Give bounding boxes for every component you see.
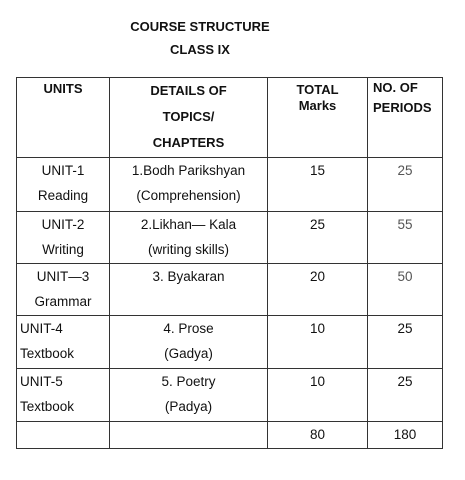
table-row (17, 264, 443, 316)
marks-cell: 10 (268, 369, 368, 422)
unit-cell: UNIT-4 Textbook (17, 316, 110, 369)
total-marks-cell: 80 (268, 422, 368, 449)
periods-cell: 25 (368, 316, 443, 369)
table-row (17, 212, 443, 264)
unit-cell: UNIT—3 Grammar (17, 264, 110, 316)
periods-cell: 55 (368, 212, 443, 264)
totals-empty-unit (17, 422, 110, 449)
unit-cell: UNIT-1 Reading (17, 158, 110, 212)
header-units: UNITS (17, 78, 110, 158)
topic-cell: 2.Likhan— Kala (writing skills) (110, 212, 268, 264)
table-row (17, 369, 443, 422)
unit-cell: UNIT-5 Textbook (17, 369, 110, 422)
marks-cell: 25 (268, 212, 368, 264)
marks-cell: 10 (268, 316, 368, 369)
marks-cell: 15 (268, 158, 368, 212)
header-row (17, 78, 443, 158)
table-row (17, 158, 443, 212)
unit-cell: UNIT-2 Writing (17, 212, 110, 264)
header-details: DETAILS OF TOPICS/ CHAPTERS (110, 78, 268, 158)
course-structure-table (16, 77, 443, 449)
header-total-marks: TOTAL Marks (268, 78, 368, 158)
topic-cell: 4. Prose (Gadya) (110, 316, 268, 369)
total-periods-cell: 180 (368, 422, 443, 449)
periods-cell: 50 (368, 264, 443, 316)
periods-cell: 25 (368, 369, 443, 422)
class-title: CLASS IX (170, 42, 230, 57)
totals-row (17, 422, 443, 449)
topic-cell: 5. Poetry (Padya) (110, 369, 268, 422)
table-row (17, 316, 443, 369)
periods-cell: 25 (368, 158, 443, 212)
header-no-of-periods: NO. OF PERIODS (368, 78, 443, 158)
course-structure-title: COURSE STRUCTURE (130, 19, 270, 34)
marks-cell: 20 (268, 264, 368, 316)
topic-cell: 1.Bodh Parikshyan (Comprehension) (110, 158, 268, 212)
topic-cell: 3. Byakaran (110, 264, 268, 316)
totals-empty-topic (110, 422, 268, 449)
